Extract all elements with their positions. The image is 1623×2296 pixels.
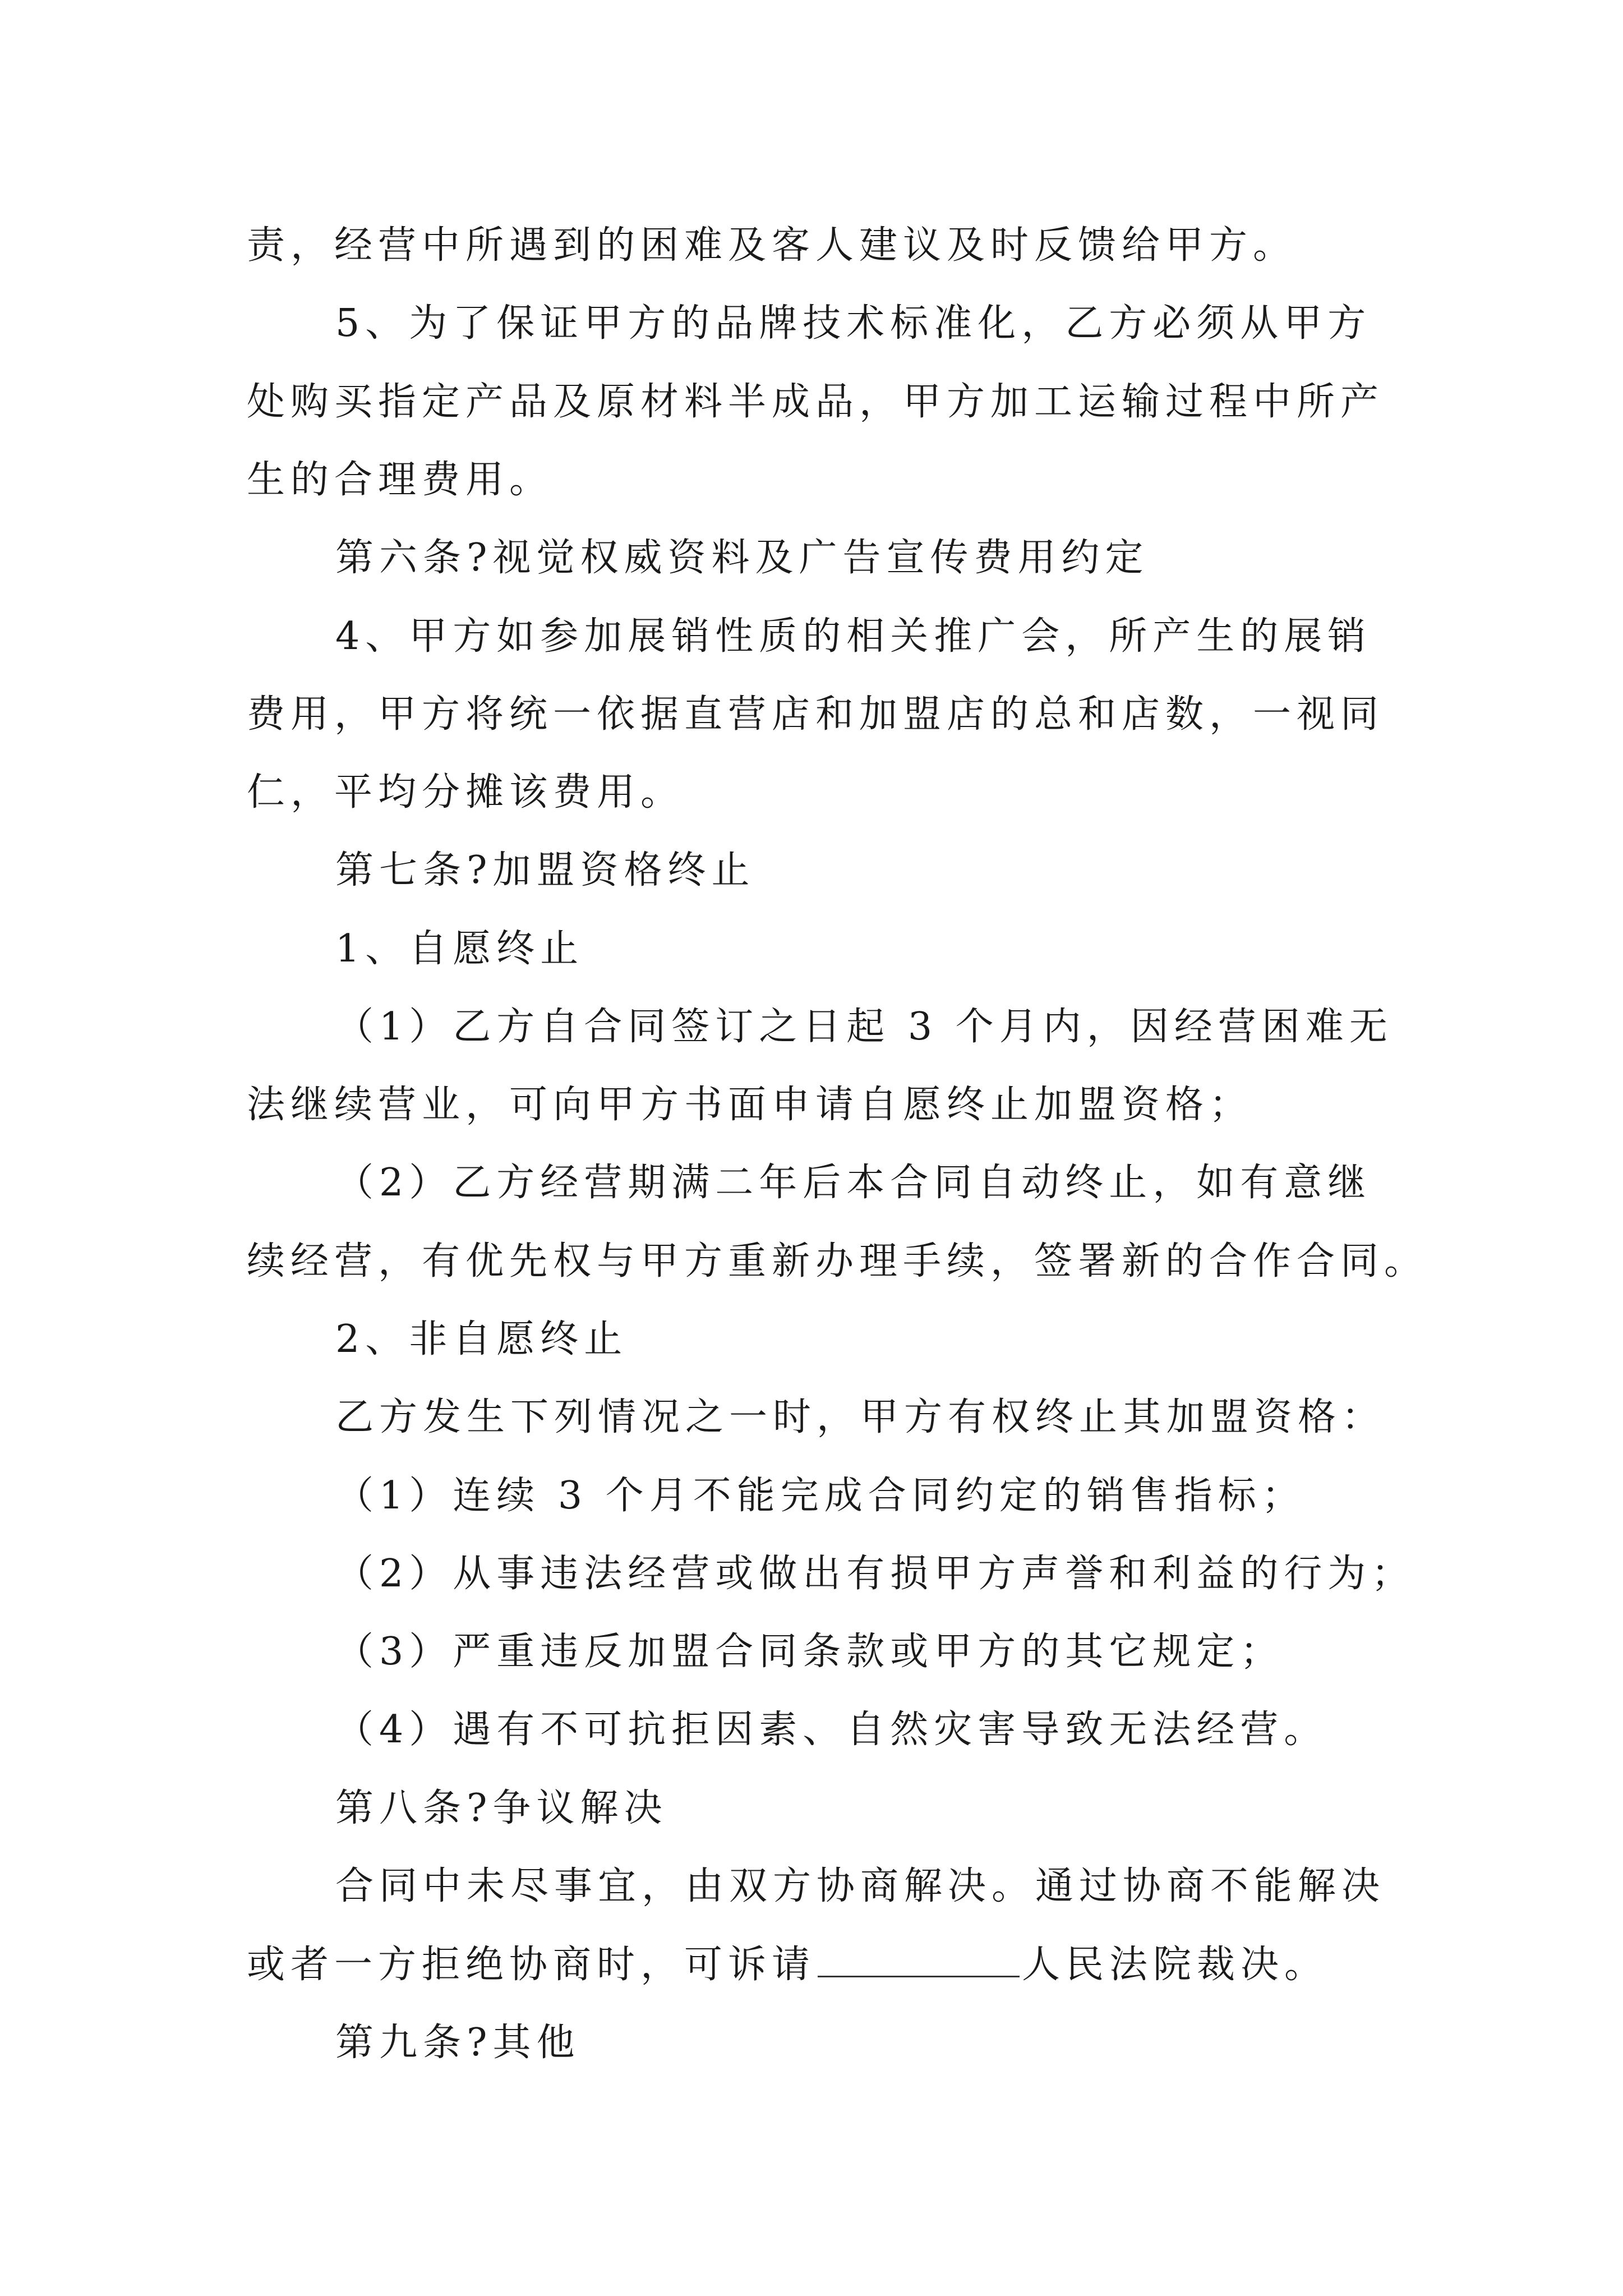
paragraph-line: （4）遇有不可抗拒因素、自然灾害导致无法经营。 <box>335 1708 1328 1752</box>
paragraph-line: 续经营，有优先权与甲方重新办理手续，签署新的合作合同。 <box>247 1239 1428 1283</box>
paragraph-line: （2）乙方经营期满二年后本合同自动终止，如有意继 <box>335 1161 1372 1205</box>
section-heading: 第六条?视觉权威资料及广告宣传费用约定 <box>335 536 1149 580</box>
paragraph-line <box>247 1936 1328 1993</box>
section-heading: 第七条?加盟资格终止 <box>335 848 755 892</box>
paragraph-line: （3）严重违反加盟合同条款或甲方的其它规定； <box>335 1630 1284 1674</box>
paragraph-line: 费用，甲方将统一依据直营店和加盟店的总和店数，一视同 <box>247 692 1385 737</box>
paragraph-line: 生的合理费用。 <box>247 458 554 502</box>
paragraph-line: 合同中未尽事宜，由双方协商解决。通过协商不能解决 <box>335 1864 1386 1908</box>
court-name-blank <box>818 1936 1020 1977</box>
section-heading: 第八条?争议解决 <box>335 1786 668 1830</box>
text-segment: 或者一方拒绝协商时，可诉请 <box>247 1943 816 1987</box>
paragraph-line: 1、自愿终止 <box>335 927 584 971</box>
paragraph-line: （1）连续 3 个月不能完成合同约定的销售指标； <box>335 1474 1306 1518</box>
paragraph-line: 2、非自愿终止 <box>335 1317 628 1361</box>
paragraph-line: （1）乙方自合同签订之日起 3 个月内，因经营困难无 <box>335 1005 1393 1049</box>
paragraph-line: 法继续营业，可向甲方书面申请自愿终止加盟资格； <box>247 1083 1253 1127</box>
paragraph-line: 乙方发生下列情况之一时，甲方有权终止其加盟资格： <box>335 1395 1386 1439</box>
paragraph-line: 5、为了保证甲方的品牌技术标准化，乙方必须从甲方 <box>335 301 1372 346</box>
text-segment: 人民法院裁决。 <box>1022 1943 1329 1987</box>
paragraph-line: 责，经营中所遇到的困难及客人建议及时反馈给甲方。 <box>247 223 1297 268</box>
paragraph-line: 仁，平均分摊该费用。 <box>247 770 685 815</box>
paragraph-line: （2）从事违法经营或做出有损甲方声誉和利益的行为； <box>335 1552 1415 1596</box>
paragraph-line: 4、甲方如参加展销性质的相关推广会，所产生的展销 <box>335 614 1372 659</box>
paragraph-line: 处购买指定产品及原材料半成品，甲方加工运输过程中所产 <box>247 380 1385 424</box>
section-heading: 第九条?其他 <box>335 2021 580 2065</box>
